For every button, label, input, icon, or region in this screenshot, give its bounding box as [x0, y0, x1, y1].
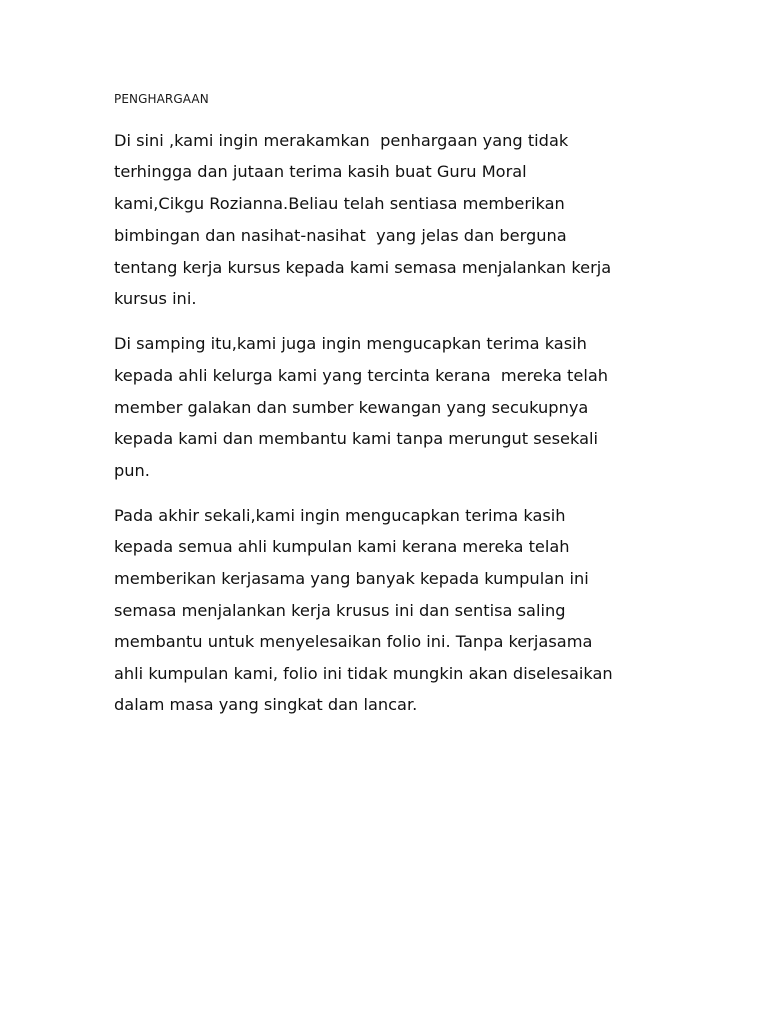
paragraph-line: kepada kami dan membantu kami tanpa merungut sesekali [114, 429, 599, 448]
paragraph-line: Di samping itu,kami juga ingin mengucapkan terima kasih [114, 334, 587, 353]
paragraph-line: kepada semua ahli kumpulan kami kerana mereka telah [114, 537, 570, 556]
paragraph-line: dalam masa yang singkat dan lancar. [114, 695, 418, 714]
paragraph-line: kepada ahli kelurga kami yang tercinta kerana mereka telah [114, 366, 609, 385]
paragraph-line: bimbingan dan nasihat-nasihat yang jelas dan berguna [114, 226, 567, 245]
paragraph-line: kami,Cikgu Rozianna.Beliau telah sentiasa memberikan [114, 194, 565, 213]
paragraph-line: memberikan kerjasama yang banyak kepada kumpulan ini [114, 569, 589, 588]
paragraph-line: terhingga dan jutaan terima kasih buat Guru Moral [114, 162, 527, 181]
document-title: PENGHARGAAN [114, 92, 209, 106]
paragraph-line: semasa menjalankan kerja krusus ini dan sentisa saling [114, 601, 566, 620]
paragraph-line: Di sini ,kami ingin merakamkan penhargaan yang tidak [114, 131, 569, 150]
paragraph-line: tentang kerja kursus kepada kami semasa menjalankan kerja [114, 258, 612, 277]
paragraph-line: kursus ini. [114, 289, 197, 308]
paragraph-line: member galakan dan sumber kewangan yang secukupnya [114, 398, 589, 417]
paragraph-line: membantu untuk menyelesaikan folio ini. Tanpa kerjasama [114, 632, 593, 651]
paragraph-line: pun. [114, 461, 150, 480]
paragraph-line: ahli kumpulan kami, folio ini tidak mungkin akan diselesaikan [114, 664, 613, 683]
paragraph-line: Pada akhir sekali,kami ingin mengucapkan terima kasih [114, 506, 566, 525]
